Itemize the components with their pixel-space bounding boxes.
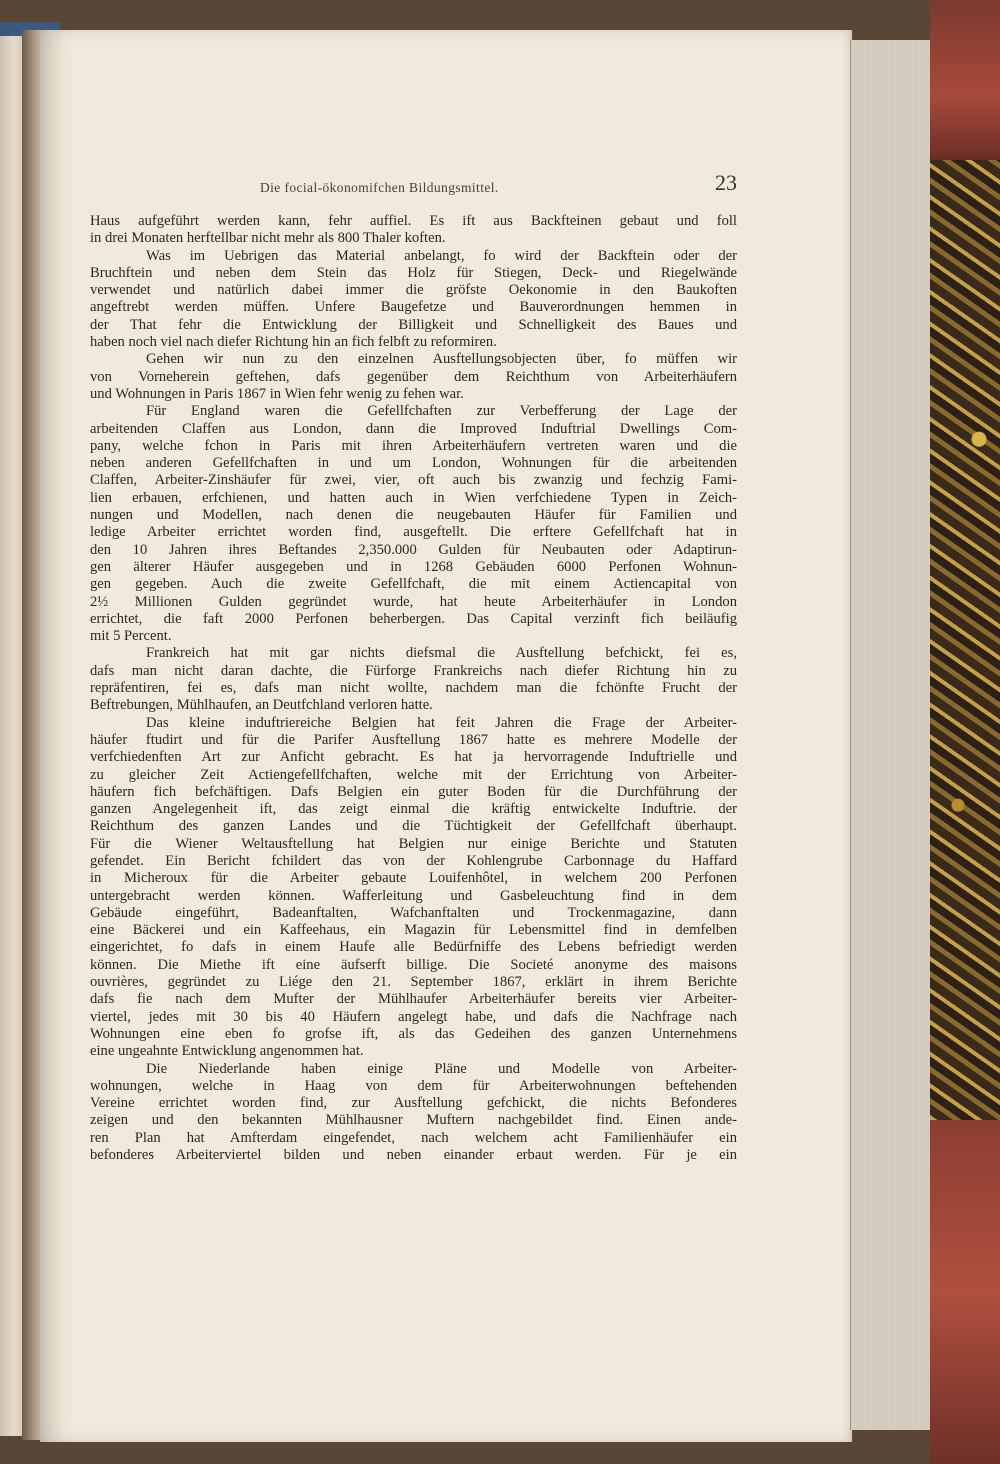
facing-page-edge	[0, 36, 23, 1436]
text-line: eingerichtet, fo dafs in einem Haufe alle Bedürfniffe des Lebens befriedigt werden	[90, 939, 737, 956]
text-line: Wohnungen eine eben fo grofse ift, als das Gedeihen des ganzen Unternehmens	[90, 1025, 737, 1042]
text-line: den 10 Jahren ihres Beftandes 2,350.000 Gulden für Neubauten oder Adaptirun-	[90, 541, 737, 558]
body-text	[90, 213, 737, 1164]
page-number: 23	[715, 170, 737, 195]
text-line: befonderes Arbeiterviertel bilden und neben einander erbaut werden. Für je ein	[90, 1147, 737, 1164]
page-block-edges	[850, 40, 939, 1430]
text-line: angeftrebt werden müffen. Unfere Baugefetze und Bauverordnungen hemmen in	[90, 299, 737, 316]
text-line: ouvrières, gegründet zu Liége den 21. September 1867, erklärt in ihrem Berichte	[90, 974, 737, 991]
text-line: Haus aufgeführt werden kann, fehr auffiel. Es ift aus Backfteinen gebaut und foll	[90, 213, 737, 229]
text-line: lien erbauen, erfchienen, und hatten auch in Wien verfchiedene Typen in Zeich-	[90, 489, 737, 506]
text-line: in Micheroux für die Arbeiter gebaute Louifenhôtel, in welchem 200 Perfonen	[90, 870, 737, 887]
text-line: mit 5 Percent.	[90, 628, 172, 645]
text-line: Gehen wir nun zu den einzelnen Ausftellungsobjecten über, fo müffen wir	[146, 351, 737, 368]
text-line: häufern fich befchäftigen. Dafs Belgien ein guter Boden für die Durchführung der	[90, 783, 737, 800]
text-line: dafs man nicht daran dachte, die Fürforge Frankreichs nach diefer Richtung hin zu	[90, 662, 737, 679]
text-line: arbeitenden Claffen aus London, dann die Improved Induftrial Dwellings Com-	[90, 420, 737, 437]
text-line: in drei Monaten herftellbar nicht mehr als 800 Thaler koften.	[90, 230, 446, 247]
text-line: gen gegeben. Auch die zweite Gefellfchaft, die mit einem Actiencapital von	[90, 576, 737, 593]
text-line: Das kleine induftriereiche Belgien hat feit Jahren die Frage der Arbeiter-	[146, 714, 737, 731]
text-line: häufer ftudirt und für die Parifer Ausftellung 1867 hatte es mehrere Modelle der	[90, 731, 737, 748]
text-line: gefendet. Ein Bericht fchildert das von der Kohlengrube Carbonnage du Haffard	[90, 852, 737, 869]
text-line: können. Die Miethe ift eine äufserft billige. Die Societé anonyme des maisons	[90, 956, 737, 973]
text-line: ganzen Angelegenheit ift, das zeigt einmal die kräftig entwickelte Induftrie. der	[90, 801, 737, 818]
text-line: von Vorneherein geftehen, dafs gegenüber dem Reichthum von Arbeiterhäufern	[90, 368, 737, 385]
text-line: haben noch viel nach diefer Richtung hin an fich felbft zu reformiren.	[90, 334, 497, 351]
text-line: errichtet, die faft 2000 Perfonen beherbergen. Das Capital verzinft fich beiläufig	[90, 610, 737, 627]
text-line: der That fehr die Entwicklung der Billigkeit und Schnelligkeit des Baues und	[90, 316, 737, 333]
text-line: Frankreich hat mit gar nichts diefsmal die Ausftellung befchickt, fei es,	[146, 645, 737, 662]
text-line: nungen und Modellen, nach denen die neugebauten Häufer für Familien und	[90, 507, 737, 524]
text-line: zu gleicher Zeit Actiengefellfchaften, welche mit der Errichtung von Arbeiter-	[90, 766, 737, 783]
text-line: pany, welche fchon in Paris mit ihren Arbeiterhäufern vertreten waren und die	[90, 437, 737, 454]
text-line: verwendet und natürlich dabei immer die gröfste Oekonomie in den Baukoften	[90, 282, 737, 299]
text-line: Claffen, Arbeiter-Zinshäufer für zwei, vier, oft auch bis zwanzig und fechzig Fami-	[90, 472, 737, 489]
text-line: viertel, jedes mit 30 bis 40 Häufern angelegt habe, und dafs die Nachfrage nach	[90, 1008, 737, 1025]
text-line: Für England waren die Gefellfchaften zur Verbefferung der Lage der	[146, 403, 737, 420]
text-line: repräfentiren, fei es, dafs man nicht wollte, nachdem man die fchönfte Frucht der	[90, 680, 737, 697]
text-line: gen älterer Häufer ausgegeben und in 1268 Gebäuden 6000 Perfonen Wohnun-	[90, 558, 737, 575]
text-line: Die Niederlande haben einige Pläne und Modelle von Arbeiter-	[146, 1060, 737, 1077]
text-line: zeigen und den bekannten Mühlhausner Muftern nachgebildet find. Einen ande-	[90, 1112, 737, 1129]
text-line: ledige Arbeiter errichtet worden find, ausgeftellt. Die erftere Gefellfchaft hat in	[90, 524, 737, 541]
running-title: Die focial-ökonomifchen Bildungsmittel.	[260, 180, 499, 195]
text-line: Was im Uebrigen das Material anbelangt, fo wird der Backftein oder der	[146, 247, 737, 264]
text-line: neben anderen Gefellfchaften in und um London, Wohnungen für die arbeitenden	[90, 455, 737, 472]
text-line: Bruchftein und neben dem Stein das Holz für Stiegen, Deck- und Riegelwände	[90, 264, 737, 281]
text-line: Beftrebungen, Mühlhaufen, an Deutfchland verloren hatte.	[90, 697, 433, 714]
text-line: Vereine errichtet worden find, zur Ausftellung gefchickt, die nichts Befonderes	[90, 1095, 737, 1112]
text-line: verfchiedenften Art zur Anficht gebracht. Es hat ja hervorragende Induftrielle und	[90, 749, 737, 766]
text-line: Gebäude eingeführt, Badeanftalten, Wafchanftalten und Trockenmagazine, dann	[90, 904, 737, 921]
text-line: und Wohnungen in Paris 1867 in Wien fehr wenig zu fehen war.	[90, 385, 464, 402]
text-line: wohnungen, welche in Haag von dem für Arbeiterwohnungen beftehenden	[90, 1077, 737, 1094]
text-line: Für die Wiener Weltausftellung hat Belgien nur einige Berichte und Statuten	[90, 835, 737, 852]
text-line: ren Plan hat Amfterdam eingefendet, nach welchem acht Familienhäufer ein	[90, 1129, 737, 1146]
text-line: eine ungeahnte Entwicklung angenommen hat.	[90, 1043, 364, 1060]
page-header	[90, 170, 737, 204]
cover-binding-bottom	[930, 1120, 1000, 1464]
text-line: 2½ Millionen Gulden gegründet wurde, hat heute Arbeiterhäufer in London	[90, 593, 737, 610]
text-line: untergebracht werden können. Wafferleitung und Gasbeleuchtung find in dem	[90, 887, 737, 904]
text-line: Reichthum des ganzen Landes und die Tüchtigkeit der Gefellfchaft überhaupt.	[90, 818, 737, 835]
cover-binding-top	[930, 0, 1000, 160]
text-line: dafs fie nach dem Mufter der Mühlhaufer Arbeiterhäufer bereits vier Arbeiter-	[90, 991, 737, 1008]
text-line: eine Bäckerei und ein Kaffeehaus, ein Magazin für Lebensmittel find in demfelben	[90, 922, 737, 939]
